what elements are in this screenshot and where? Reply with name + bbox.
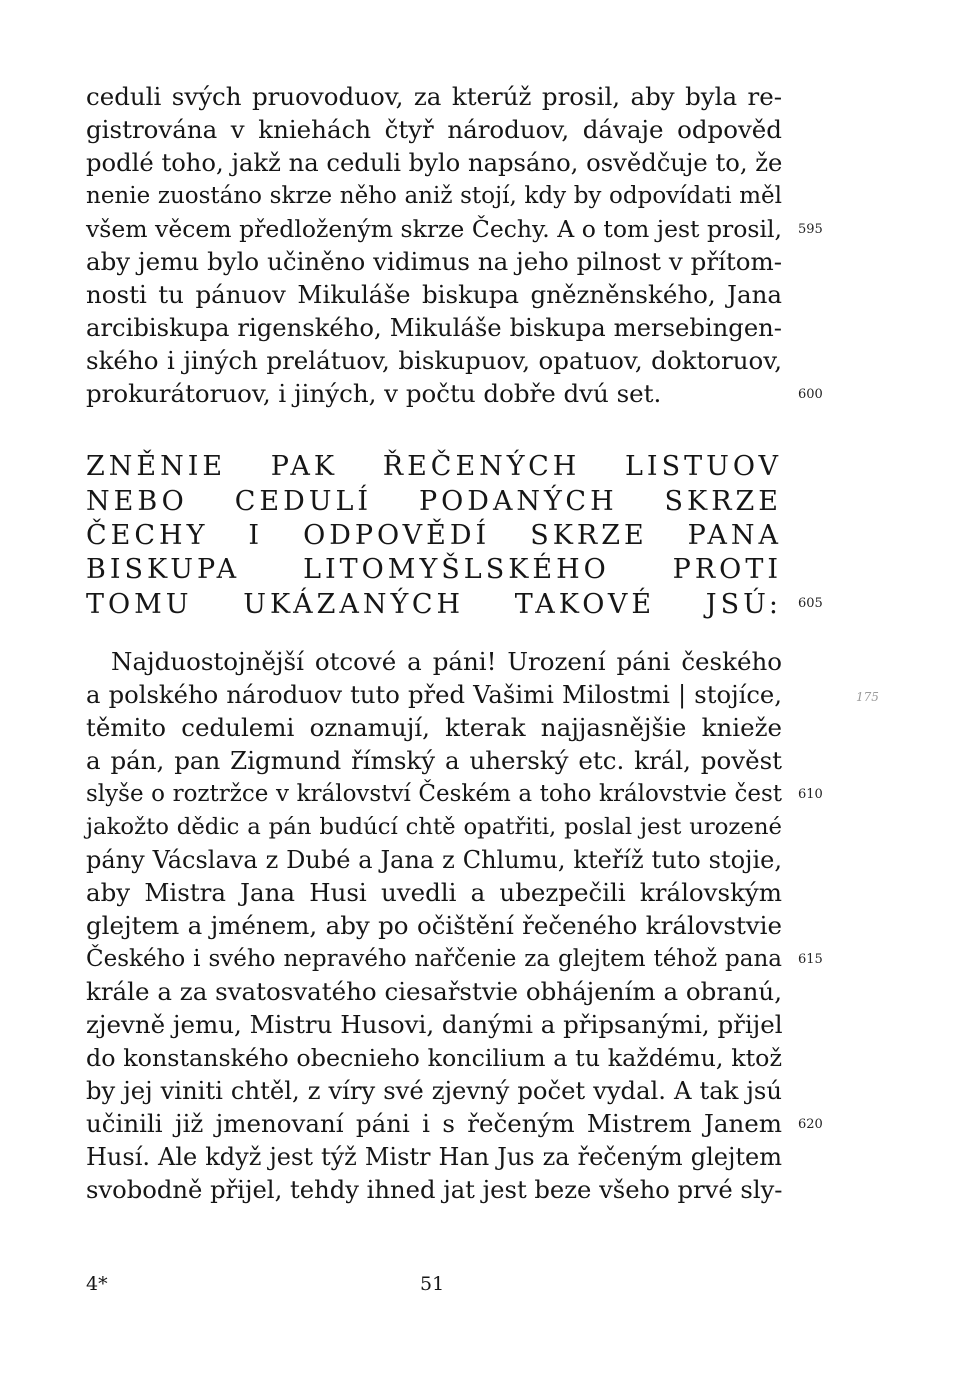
margin-page-reference: 175	[856, 690, 879, 704]
text-line: ského i jiných prelátuov, biskupuov, opatuov, doktoruov,	[86, 346, 782, 375]
text-line: by jej viniti chtěl, z víry své zjevný počet vydal. A tak jsú	[86, 1076, 782, 1105]
line-number: 615	[798, 952, 823, 967]
text-line: aby jemu bylo učiněno vidimus na jeho pilnost v přítom-	[86, 247, 782, 276]
page-number: 51	[420, 1273, 445, 1295]
section-heading-line: NEBO CEDULÍ PODANÝCH SKRZE	[86, 486, 782, 517]
text-line: do konstanského obecnieho koncilium a tu každému, ktož	[86, 1044, 782, 1072]
text-line: jakožto dědic a pán budúcí chtě opatřiti, poslal jest urozené	[86, 814, 782, 840]
section-heading-line: ČECHY I ODPOVĚDÍ SKRZE PANA	[86, 520, 782, 551]
section-heading-line: TOMU UKÁZANÝCH TAKOVÉ JSÚ:	[86, 589, 782, 620]
line-number: 605	[798, 596, 823, 611]
line-number: 595	[798, 222, 823, 237]
text-line: všem věcem předloženým skrze Čechy. A o tom jest prosil,	[86, 215, 782, 243]
text-line: těmito cedulemi oznamují, kterak najjasnějšie knieže	[86, 713, 782, 742]
text-line: krále a za svatosvatého ciesařstvie obhájením a obranú,	[86, 977, 782, 1006]
text-line: Najduostojnější otcové a páni! Urození páni českého	[111, 647, 782, 676]
text-line: a pán, pan Zigmund římský a uherský etc. král, pověst	[86, 746, 782, 775]
text-line: nosti tu pánuov Mikuláše biskupa gnězněnského, Jana	[86, 280, 782, 309]
text-line: Husí. Ale když jest týž Mistr Han Jus za řečeným glejtem	[86, 1143, 782, 1171]
section-heading-line: BISKUPA LITOMYŠLSKÉHO PROTI	[86, 554, 782, 585]
text-line: gistrována v kniehách čtyř národuov, dávaje odpověd	[86, 115, 782, 144]
text-line: nenie zuostáno skrze něho aniž stojí, kdy by odpovídati měl	[86, 183, 782, 209]
signature-mark: 4*	[86, 1273, 108, 1295]
text-line: a polského národuov tuto před Vašimi Milostmi | stojíce,	[86, 680, 782, 709]
text-line: glejtem a jménem, aby po očištění řečeného královstvie	[86, 911, 782, 940]
section-heading-line: ZNĚNIE PAK ŘEČENÝCH LISTUOV	[86, 451, 782, 482]
line-number: 620	[798, 1117, 823, 1132]
line-number: 610	[798, 787, 823, 802]
text-line: aby Mistra Jana Husi uvedli a ubezpečili královským	[86, 878, 782, 907]
line-number: 600	[798, 387, 823, 402]
text-line: podlé toho, jakž na ceduli bylo napsáno, osvědčuje to, že	[86, 148, 783, 177]
text-line: zjevně jemu, Mistru Husovi, danými a připsanými, přijel	[86, 1010, 783, 1039]
text-line: arcibiskupa rigenského, Mikuláše biskupa mersebingen-	[86, 313, 782, 342]
text-line: svobodně přijel, tehdy ihned jat jest beze všeho prvé sly-	[86, 1175, 783, 1204]
text-line: Českého i svého nepravého nařčenie za glejtem téhož pana	[86, 946, 782, 972]
text-line: pány Vácslava z Dubé a Jana z Chlumu, kteříž tuto stojie,	[86, 846, 782, 874]
text-line: ceduli svých pruovoduov, za kterúž prosil, aby byla re-	[86, 82, 782, 111]
text-line: prokurátoruov, i jiných, v počtu dobře dvú set.	[86, 379, 662, 408]
text-line: slyše o roztržce v království Českém a toho královstvie čest	[86, 781, 782, 807]
text-line: učinili již jmenovaní páni i s řečeným Mistrem Janem	[86, 1109, 782, 1138]
